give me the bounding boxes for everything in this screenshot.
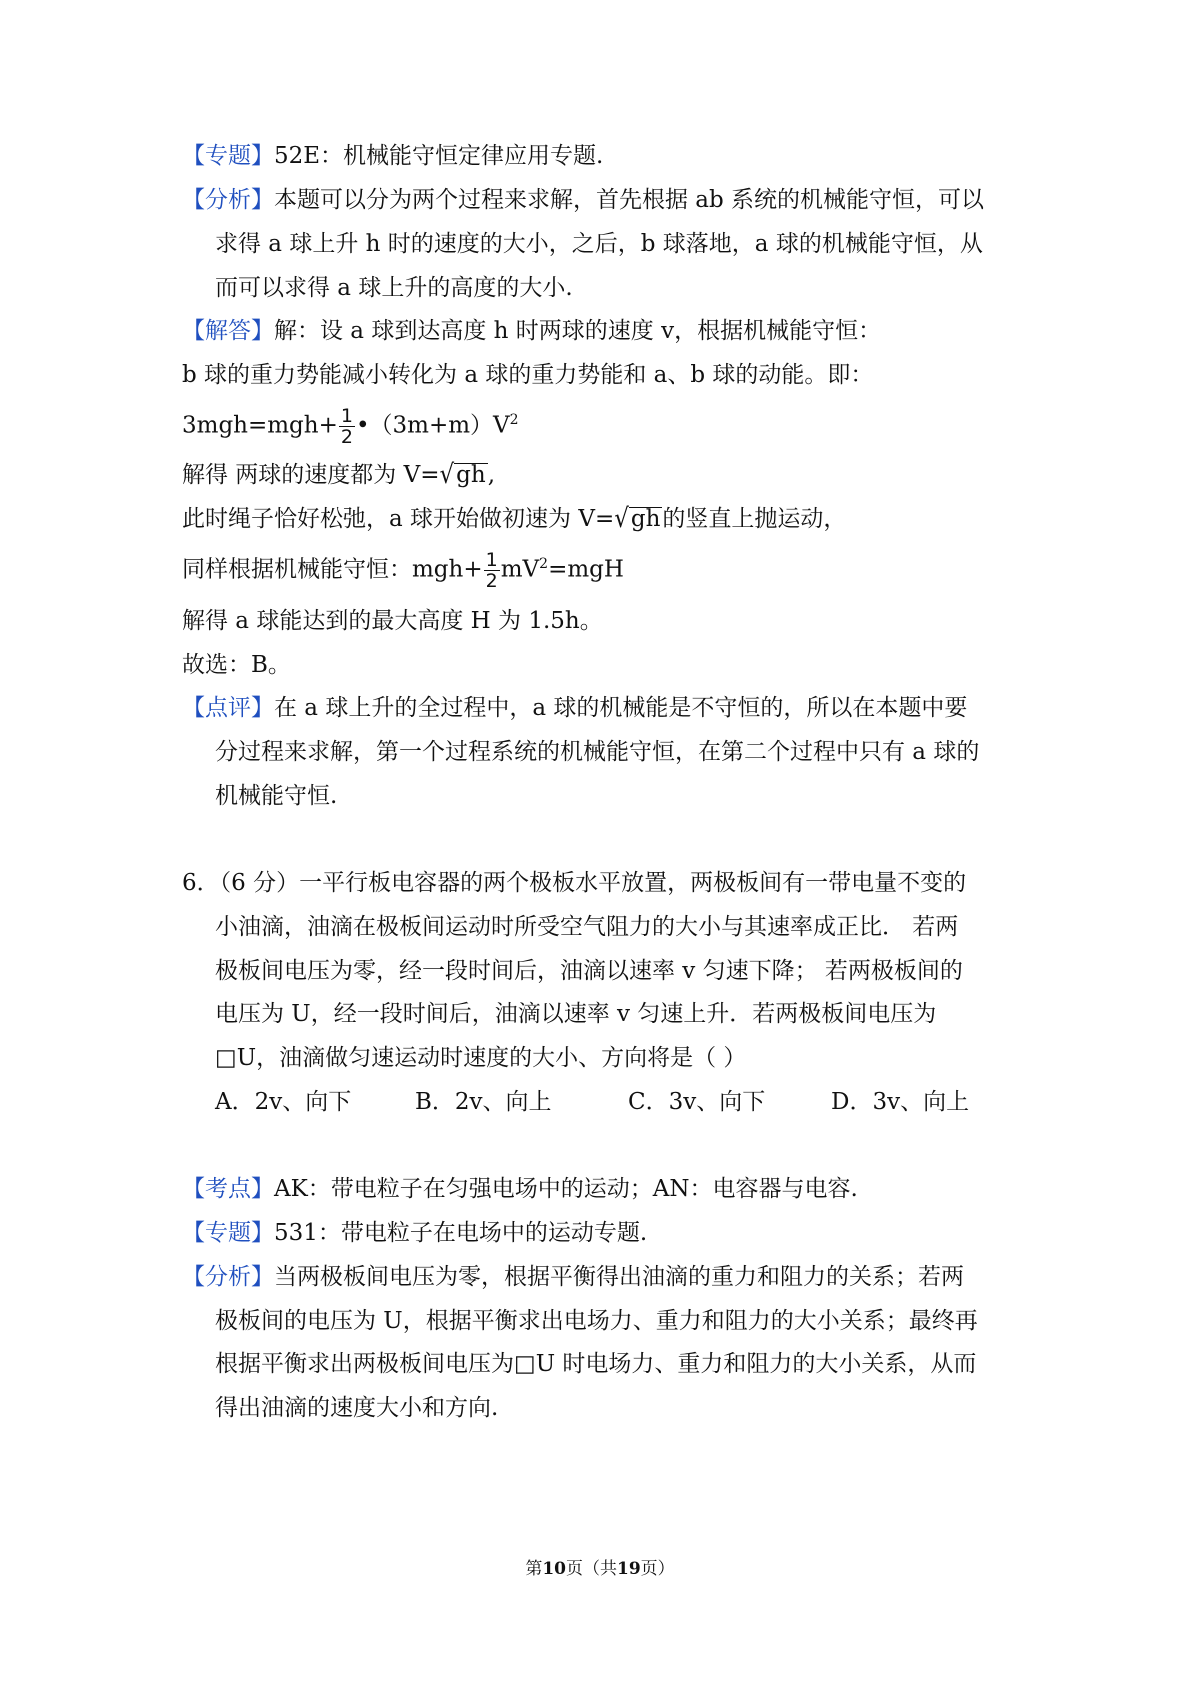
analysis2-tag: 【分析】 [182, 1264, 274, 1290]
solution-line-5-end: 的竖直上抛运动， [662, 506, 847, 532]
sqrt-radicand: gh [630, 506, 661, 532]
solution-tag: 【解答】 [182, 318, 274, 344]
equation-2-exponent: 2 [539, 555, 549, 572]
comment-line-1 [182, 693, 967, 723]
option-b: B．2v、向上 [415, 1089, 552, 1115]
analysis2-line-3: 根据平衡求出两极板间电压为□U 时电场力、重力和阻力的大小关系，从而 [215, 1351, 977, 1377]
analysis2-text-1: 当两极板间电压为零，根据平衡得出油滴的重力和阻力的关系；若两 [274, 1264, 964, 1290]
option-c: C．3v、向下 [628, 1089, 766, 1115]
analysis-line-2: 求得 a 球上升 h 时的速度的大小，之后，b 球落地，a 球的机械能守恒，从 [215, 231, 983, 257]
equation-2 [182, 550, 624, 591]
solution-line-1 [182, 316, 881, 346]
sqrt-symbol-icon: √ [614, 504, 629, 534]
keypoint-tag: 【考点】 [182, 1176, 274, 1202]
topic-line [182, 141, 603, 171]
comment-tag: 【点评】 [182, 695, 274, 721]
fraction-numerator: 1 [340, 405, 353, 427]
topic-text-2: 531：带电粒子在电场中的运动专题. [274, 1220, 648, 1246]
equation-1-right: •（3m+m）V [355, 412, 510, 439]
fraction-denominator: 2 [485, 570, 498, 592]
question-6-line-1: 6．（6 分）一平行板电容器的两个极板水平放置，两极板间有一带电量不变的 [182, 870, 967, 896]
solution-line-5-text: 此时绳子恰好松弛，a 球开始做初速为 V= [182, 506, 615, 532]
equation-2-mid: mV [500, 556, 540, 583]
fraction-half [339, 406, 355, 447]
footer-total-pages: 19 [617, 1559, 641, 1579]
footer-prefix: 第 [525, 1559, 543, 1579]
analysis-tag: 【分析】 [182, 187, 274, 213]
analysis-text-1: 本题可以分为两个过程来求解，首先根据 ab 系统的机械能守恒，可以 [274, 187, 985, 213]
question-6-line-3: 极板间电压为零，经一段时间后，油滴以速率 v 匀速下降； 若两极板间的 [215, 958, 963, 984]
option-a: A．2v、向下 [215, 1089, 352, 1115]
footer-suffix: 页） [640, 1559, 675, 1579]
keypoint-line [182, 1174, 858, 1204]
fraction-denominator: 2 [340, 426, 353, 448]
page-footer [0, 1558, 1200, 1580]
analysis2-line-1 [182, 1262, 964, 1292]
solution-line-7: 解得 a 球能达到的最大高度 H 为 1.5h。 [182, 608, 603, 634]
sqrt-symbol-icon: √ [439, 460, 455, 490]
keypoint-text: AK：带电粒子在匀强电场中的运动；AN：电容器与电容. [274, 1176, 858, 1202]
comment-line-2: 分过程来求解，第一个过程系统的机械能守恒，在第二个过程中只有 a 球的 [215, 739, 980, 765]
question-6-line-4: 电压为 U，经一段时间后，油滴以速率 v 匀速上升．若两极板间电压为 [215, 1001, 937, 1027]
analysis-line-3: 而可以求得 a 球上升的高度的大小. [215, 275, 573, 301]
solution-text-1: 解：设 a 球到达高度 h 时两球的速度 v，根据机械能守恒： [274, 318, 882, 344]
analysis2-line-2: 极板间的电压为 U，根据平衡求出电场力、重力和阻力的大小关系；最终再 [215, 1308, 978, 1334]
fraction-numerator: 1 [485, 549, 498, 571]
equation-2-right: =mgH [548, 556, 624, 583]
solution-line-2: b 球的重力势能减小转化为 a 球的重力势能和 a、b 球的动能。即： [182, 362, 874, 388]
equation-2-left: 同样根据机械能守恒：mgh+ [182, 556, 483, 583]
sqrt-radicand: gh [456, 462, 486, 488]
analysis2-line-4: 得出油滴的速度大小和方向. [215, 1395, 499, 1421]
topic-tag: 【专题】 [182, 143, 274, 169]
topic-tag-2: 【专题】 [182, 1220, 274, 1246]
solution-line-5 [182, 504, 846, 534]
equation-1-left: 3mgh=mgh+ [182, 412, 338, 439]
footer-page-number: 10 [542, 1559, 566, 1579]
equation-1 [182, 406, 519, 447]
solution-answer: 故选：B。 [182, 652, 291, 678]
equation-1-exponent: 2 [509, 411, 519, 428]
solution-line-4-end: , [487, 462, 496, 488]
fraction-half [484, 550, 500, 591]
comment-line-3: 机械能守恒. [215, 783, 338, 809]
option-d: D．3v、向上 [831, 1089, 970, 1115]
question-6-line-2: 小油滴，油滴在极板间运动时所受空气阻力的大小与其速率成正比． 若两 [215, 914, 959, 940]
analysis-line-1 [182, 185, 984, 215]
question-6-options [215, 1087, 969, 1117]
solution-line-4 [182, 460, 495, 490]
footer-middle: 页（共 [566, 1559, 617, 1579]
solution-line-4-text: 解得 两球的速度都为 V= [182, 462, 440, 488]
question-6-line-5: □U，油滴做匀速运动时速度的大小、方向将是（ ） [215, 1045, 747, 1071]
comment-text-1: 在 a 球上升的全过程中，a 球的机械能是不守恒的，所以在本题中要 [274, 695, 968, 721]
topic-line-2 [182, 1218, 647, 1248]
topic-text: 52E：机械能守恒定律应用专题. [274, 143, 604, 169]
